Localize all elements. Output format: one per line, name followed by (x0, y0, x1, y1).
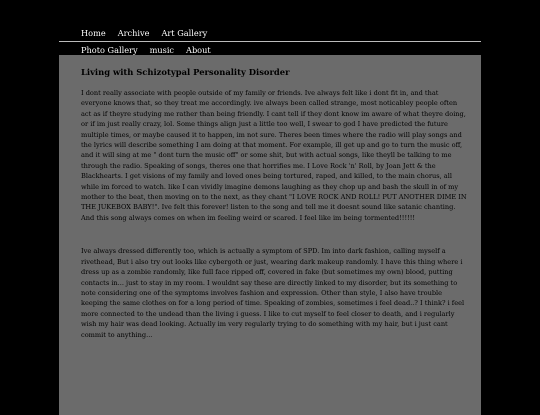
nav-link-music[interactable]: music (149, 45, 175, 55)
post (81, 67, 467, 363)
post-paragraph-1: I dont really associate with people outside of my family or friends. Ive always felt like i dont fit in, and that everyone knows that, so they treat me accordingly. ive always been called strange, most noticabley people often act as if theyre studying me rather than being friendly. I cant tell if they dont know im aware of what theyre doing, or if im just really crazy, lol. Some things align just a little too well, I swear to god I have predicted the future multiple times, or maybe caused it to happen, im not sure. Theres been times where the radio will play songs and the lyrics will describe something I am doing at that moment. For example, ill get up and go to turn the music off, and it will sing at me " dont turn the music off" or some shit, but with actual songs, like theyll be talking to me through the radio. Speaking of songs, theres one that horrifies me. I Love Rock 'n' Roll, by Joan Jett & the Blackhearts. I get visions of my family and loved ones being tortured, raped, and killed, to the main chorus, all while im forced to watch. like I can vividly imagine demons laughing as they chop up and bash the skull in of my mother to the beat, then moving on to the next, as they chant "I LOVE ROCK AND ROLL! PUT ANOTHER DIME IN THE JUKEBOX BABY!". Ive felt this forever! listen to the song and tell me it doesnt sound like satanic chanting. And this song always comes on when im feeling weird or scared. I feel like im being tormented!!!!!! (81, 89, 467, 222)
nav-link-home[interactable]: Home (81, 28, 106, 38)
nav-link-about[interactable]: About (186, 45, 211, 55)
nav-link-art-gallery[interactable]: Art Gallery (161, 28, 208, 38)
nav-link-archive[interactable]: Archive (117, 28, 150, 38)
nav-divider (59, 41, 481, 42)
nav-row-1 (81, 26, 481, 40)
post-paragraph-2: Ive always dressed differently too, which is actually a symptom of SPD. Im into dark fashion, calling myself a rivethead, But i also try out looks like cybergoth or just, wearing dark makeup randomly. I have this thing where i dress up as a zombie randomly, like full face ripped off, covered in fake (but sometimes my own) blood, putting contacts in... just to stay in my room. I wouldnt say these are directly linked to my disorder, but its something to note considering one of the symptoms involves fashion and expression. Other than style, I also have trouble keeping the same clothes on for a long period of time. Speaking of zombies, sometimes i feel dead..? I think? i feel more connected to the undead than the living i guess. I like to cut myself to feel closer to death, and i regularly wish my hair was dead looking. Actually im very regularly trying to do something with my hair, but i just cant commit to anything... (81, 247, 465, 339)
content-panel (59, 55, 481, 415)
nav-link-photo-gallery[interactable]: Photo Gallery (81, 45, 138, 55)
post-title: Living with Schizotypal Personality Disorder (81, 67, 290, 77)
